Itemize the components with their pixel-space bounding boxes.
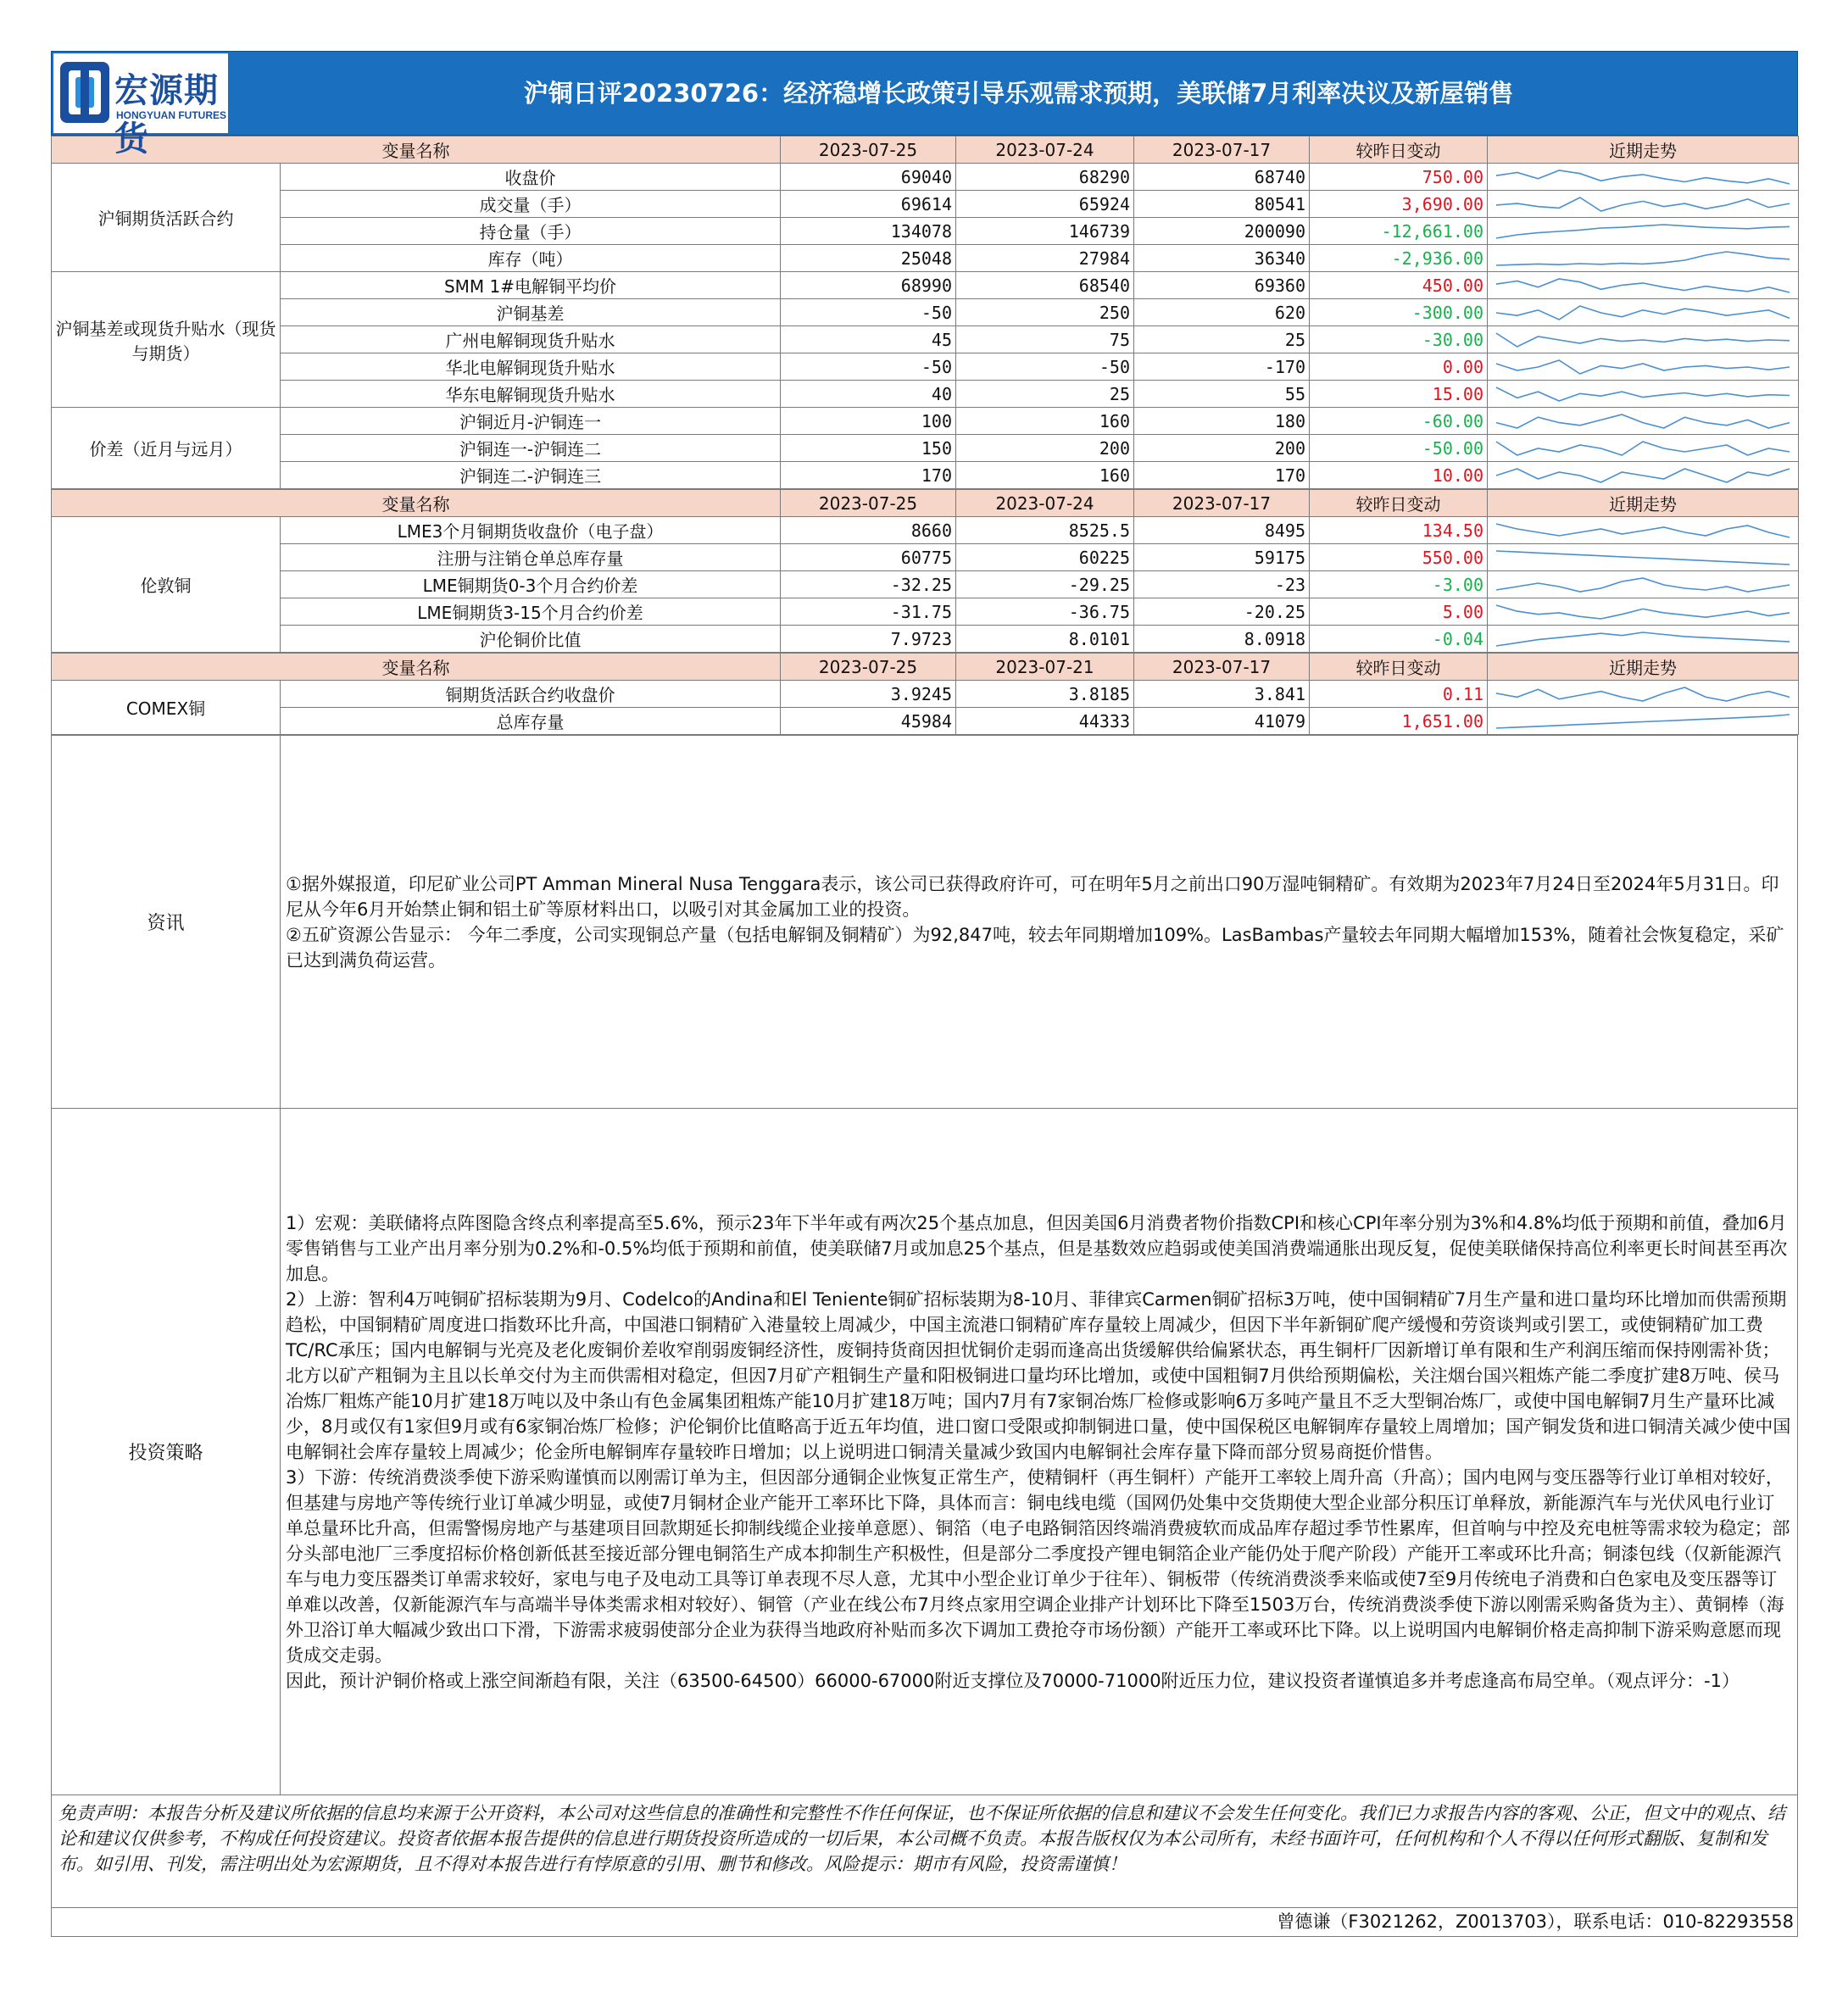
change-value: 1,651.00 (1310, 708, 1488, 735)
group-label: COMEX铜 (52, 681, 281, 735)
change-value: 550.00 (1310, 544, 1488, 571)
table-row (52, 544, 1799, 571)
change-value: -3.00 (1310, 571, 1488, 598)
change-value: 5.00 (1310, 598, 1488, 626)
value-date-2: -36.75 (956, 598, 1134, 626)
sparkline-path (1496, 279, 1790, 292)
sparkline-path (1496, 605, 1790, 619)
value-date-3: 25 (1134, 326, 1310, 353)
variable-name: 铜期货活跃合约收盘价 (281, 681, 781, 708)
trend-sparkline (1488, 272, 1799, 299)
variable-name: 沪铜连一-沪铜连二 (281, 435, 781, 462)
value-date-1: 7.9723 (781, 626, 956, 653)
value-date-1: 8660 (781, 517, 956, 544)
trend-sparkline (1488, 708, 1799, 735)
data-tables (51, 136, 1798, 735)
header-change: 较昨日变动 (1310, 490, 1488, 517)
table-row (52, 517, 1799, 544)
sparkline-path (1496, 360, 1790, 374)
value-date-3: 200090 (1134, 218, 1310, 245)
header-variable-name: 变量名称 (52, 654, 781, 681)
sparkline-path (1496, 551, 1790, 565)
disclaimer: 免责声明：本报告分析及建议所依据的信息均来源于公开资料，本公司对这些信息的准确性和完整性不作任何保证，也不保证所依据的信息和建议不会发生任何变化。我们已力求报告内容的客观、公正，但文中的观点、结论和建议仅供参考，不构成任何投资建议。投资者依据本报告提供的信息进行期货投资所造成的一切后果，本公司概不负责。本报告版权仅为本公司所有，未经书面许可，任何机构和个人不得以任何形式翻版、复制和发布。如引用、刊发，需注明出处为宏源期货，且不得对本报告进行有悖原意的引用、删节和修改。风险提示：期市有风险，投资需谨慎！ (51, 1795, 1798, 1908)
trend-sparkline (1488, 681, 1799, 708)
value-date-1: 170 (781, 462, 956, 489)
value-date-1: -31.75 (781, 598, 956, 626)
variable-name: SMM 1#电解铜平均价 (281, 272, 781, 299)
data-table-section (51, 136, 1799, 489)
value-date-3: 180 (1134, 408, 1310, 435)
value-date-2: 200 (956, 435, 1134, 462)
value-date-2: 250 (956, 299, 1134, 326)
sparkline-path (1496, 333, 1790, 347)
variable-name: 广州电解铜现货升贴水 (281, 326, 781, 353)
variable-name: LME3个月铜期货收盘价（电子盘） (281, 517, 781, 544)
change-value: -300.00 (1310, 299, 1488, 326)
variable-name: 持仓量（手） (281, 218, 781, 245)
trend-sparkline (1488, 462, 1799, 489)
change-value: 750.00 (1310, 164, 1488, 191)
header-date-3: 2023-07-17 (1134, 136, 1310, 164)
sparkline-path (1496, 198, 1790, 211)
header-date-3: 2023-07-17 (1134, 654, 1310, 681)
value-date-3: 41079 (1134, 708, 1310, 735)
strategy-label: 投资策略 (52, 1109, 281, 1795)
variable-name: 成交量（手） (281, 191, 781, 218)
sparkline-path (1496, 170, 1790, 184)
trend-sparkline (1488, 435, 1799, 462)
data-table-section (51, 489, 1799, 653)
change-value: -2,936.00 (1310, 245, 1488, 272)
change-value: 450.00 (1310, 272, 1488, 299)
header-date-2: 2023-07-21 (956, 654, 1134, 681)
variable-name: 沪铜近月-沪铜连一 (281, 408, 781, 435)
change-value: 0.11 (1310, 681, 1488, 708)
sparkline-path (1496, 415, 1790, 428)
logo-text: 宏源期货 (114, 71, 219, 159)
news-label: 资讯 (52, 736, 281, 1109)
table-row (52, 191, 1799, 218)
variable-name: 沪铜连二-沪铜连三 (281, 462, 781, 489)
sparkline-path (1496, 715, 1790, 728)
table-row (52, 164, 1799, 191)
table-row (52, 408, 1799, 435)
value-date-3: 59175 (1134, 544, 1310, 571)
value-date-1: 69614 (781, 191, 956, 218)
trend-sparkline (1488, 598, 1799, 626)
value-date-1: 3.9245 (781, 681, 956, 708)
header-trend: 近期走势 (1488, 654, 1799, 681)
group-label: 沪铜期货活跃合约 (52, 164, 281, 272)
report-title: 沪铜日评20230726：经济稳增长政策引导乐观需求预期，美联储7月利率决议及新屋销售 (523, 79, 1514, 108)
value-date-2: 8525.5 (956, 517, 1134, 544)
header-change: 较昨日变动 (1310, 654, 1488, 681)
header-date-2: 2023-07-24 (956, 136, 1134, 164)
value-date-1: 25048 (781, 245, 956, 272)
header-variable-name: 变量名称 (52, 490, 781, 517)
table-row (52, 462, 1799, 489)
change-value: -12,661.00 (1310, 218, 1488, 245)
value-date-1: 69040 (781, 164, 956, 191)
value-date-2: 3.8185 (956, 681, 1134, 708)
header-date-1: 2023-07-25 (781, 654, 956, 681)
variable-name: 沪伦铜价比值 (281, 626, 781, 653)
table-row (52, 245, 1799, 272)
variable-name: LME铜期货3-15个月合约价差 (281, 598, 781, 626)
sparkline-path (1496, 442, 1790, 455)
sparkline-path (1496, 632, 1790, 646)
value-date-2: 8.0101 (956, 626, 1134, 653)
table-row (52, 218, 1799, 245)
value-date-3: 200 (1134, 435, 1310, 462)
value-date-2: 68540 (956, 272, 1134, 299)
logo-mark-icon (60, 62, 109, 123)
sparkline-path (1496, 469, 1790, 482)
value-date-3: 170 (1134, 462, 1310, 489)
value-date-2: 60225 (956, 544, 1134, 571)
header-date-3: 2023-07-17 (1134, 490, 1310, 517)
value-date-1: 68990 (781, 272, 956, 299)
trend-sparkline (1488, 245, 1799, 272)
trend-sparkline (1488, 326, 1799, 353)
table-row (52, 708, 1799, 735)
report-sheet (51, 51, 1798, 1937)
table-row (52, 299, 1799, 326)
change-value: 0.00 (1310, 353, 1488, 381)
data-table-section (51, 653, 1799, 735)
news-text: ①据外媒报道，印尼矿业公司PT Amman Mineral Nusa Tenggara表示，该公司已获得政府许可，可在明年5月之前出口90万湿吨铜精矿。有效期为2023年7月24日至2024年5月31日。印尼从今年6月开始禁止铜和铝土矿等原材料出口，以吸引对其金属加工业的投资。 ②五矿资源公告显示： 今年二季度，公司实现铜总产量（包括电解铜及铜精矿）为92,847吨，较去年同期增加109%。LasBambas产量较去年同期大幅增加153%，随着社会恢复稳定，采矿已达到满负荷运营。 (281, 736, 1798, 1109)
table-row (52, 598, 1799, 626)
change-value: 134.50 (1310, 517, 1488, 544)
table-header-row (52, 136, 1799, 164)
value-date-2: 27984 (956, 245, 1134, 272)
value-date-1: 100 (781, 408, 956, 435)
variable-name: LME铜期货0-3个月合约价差 (281, 571, 781, 598)
sparkline-path (1496, 578, 1790, 592)
variable-name: 沪铜基差 (281, 299, 781, 326)
header-change: 较昨日变动 (1310, 136, 1488, 164)
trend-sparkline (1488, 218, 1799, 245)
trend-sparkline (1488, 517, 1799, 544)
sparkline-path (1496, 524, 1790, 537)
variable-name: 收盘价 (281, 164, 781, 191)
value-date-3: 80541 (1134, 191, 1310, 218)
table-row (52, 381, 1799, 408)
value-date-1: 150 (781, 435, 956, 462)
logo-subtext: HONGYUAN FUTURES (116, 109, 227, 121)
value-date-3: 68740 (1134, 164, 1310, 191)
change-value: -50.00 (1310, 435, 1488, 462)
table-row (52, 681, 1799, 708)
header-trend: 近期走势 (1488, 136, 1799, 164)
value-date-1: 134078 (781, 218, 956, 245)
value-date-1: -50 (781, 299, 956, 326)
header-date-1: 2023-07-25 (781, 136, 956, 164)
variable-name: 注册与注销仓单总库存量 (281, 544, 781, 571)
table-row (52, 626, 1799, 653)
value-date-2: -50 (956, 353, 1134, 381)
table-row (52, 435, 1799, 462)
header-trend: 近期走势 (1488, 490, 1799, 517)
variable-name: 库存（吨） (281, 245, 781, 272)
variable-name: 华东电解铜现货升贴水 (281, 381, 781, 408)
sparkline-path (1496, 387, 1790, 401)
change-value: 10.00 (1310, 462, 1488, 489)
change-value: 15.00 (1310, 381, 1488, 408)
analyst-contact: 曾德谦（F3021262，Z0013703），联系电话：010-82293558 (51, 1908, 1798, 1937)
value-date-1: -32.25 (781, 571, 956, 598)
sparkline-path (1496, 252, 1790, 265)
value-date-2: -29.25 (956, 571, 1134, 598)
trend-sparkline (1488, 571, 1799, 598)
table-header-row (52, 654, 1799, 681)
value-date-2: 75 (956, 326, 1134, 353)
trend-sparkline (1488, 408, 1799, 435)
table-row (52, 353, 1799, 381)
news-table (51, 735, 1798, 1795)
value-date-2: 68290 (956, 164, 1134, 191)
change-value: -60.00 (1310, 408, 1488, 435)
variable-name: 华北电解铜现货升贴水 (281, 353, 781, 381)
change-value: -30.00 (1310, 326, 1488, 353)
value-date-1: 40 (781, 381, 956, 408)
change-value: -0.04 (1310, 626, 1488, 653)
value-date-3: 620 (1134, 299, 1310, 326)
value-date-3: -170 (1134, 353, 1310, 381)
variable-name: 总库存量 (281, 708, 781, 735)
value-date-3: 69360 (1134, 272, 1310, 299)
group-label: 价差（近月与远月） (52, 408, 281, 489)
value-date-1: -50 (781, 353, 956, 381)
value-date-3: -20.25 (1134, 598, 1310, 626)
change-value: 3,690.00 (1310, 191, 1488, 218)
value-date-2: 146739 (956, 218, 1134, 245)
value-date-3: 8.0918 (1134, 626, 1310, 653)
value-date-1: 45 (781, 326, 956, 353)
sparkline-path (1496, 225, 1790, 238)
sparkline-path (1496, 687, 1790, 701)
value-date-3: 8495 (1134, 517, 1310, 544)
value-date-3: -23 (1134, 571, 1310, 598)
value-date-2: 160 (956, 462, 1134, 489)
sparkline-path (1496, 306, 1790, 320)
value-date-2: 65924 (956, 191, 1134, 218)
company-logo (53, 53, 228, 159)
value-date-3: 36340 (1134, 245, 1310, 272)
group-label: 伦敦铜 (52, 517, 281, 653)
value-date-1: 45984 (781, 708, 956, 735)
table-row (52, 571, 1799, 598)
header-date-2: 2023-07-24 (956, 490, 1134, 517)
trend-sparkline (1488, 544, 1799, 571)
trend-sparkline (1488, 626, 1799, 653)
header-date-1: 2023-07-25 (781, 490, 956, 517)
trend-sparkline (1488, 299, 1799, 326)
table-header-row (52, 490, 1799, 517)
value-date-2: 44333 (956, 708, 1134, 735)
strategy-text: 1）宏观：美联储将点阵图隐含终点利率提高至5.6%，预示23年下半年或有两次25个基点加息，但因美国6月消费者物价指数CPI和核心CPI年率分别为3%和4.8%均低于预期和前值，叠加6月零售销售与工业产出月率分别为0.2%和-0.5%均低于预期和前值，使美联储7月或加息25个基点，但是基数效应趋弱或使美国消费端通胀出现反复，促使美联储保持高位利率更长时间甚至再次加息。 2）上游：智利4万吨铜矿招标装期为9月、Codelco的Andina和El Teniente铜矿招标装期为8-10月、菲律宾Carmen铜矿招标3万吨，使中国铜精矿7月生产量和进口量均环比增加而供需预期趋松，中国铜精矿周度进口指数环比升高，中国港口铜精矿入港量较上周减少，中国主流港口铜精矿库存量较上周减少，但因下半年新铜矿爬产缓慢和劳资谈判或引罢工，或使铜精矿加工费TC/RC承压；国内电解铜与光亮及老化废铜价差收窄削弱废铜经济性，废铜持货商因担忧铜价走弱而逢高出货缓解供给偏紧状态，再生铜杆厂因新增订单有限和生产利润压缩而保持刚需补货；北方以矿产粗铜为主且以长单交付为主而供需相对稳定，但因7月矿产粗铜生产量和阳极铜进口量均环比增加，或使中国粗铜7月供给预期偏松，关注烟台国兴粗炼产能二季度扩建8万吨、侯马冶炼厂粗炼产能10月扩建18万吨以及中条山有色金属集团粗炼产能10月扩建18万吨；国内7月有7家铜冶炼厂检修或影响6万多吨产量且不乏大型铜冶炼厂，或使中国电解铜7月生产量环比减少，8月或仅有1家但9月或有6家铜冶炼厂检修；沪伦铜价比值略高于近五年均值，进口窗口受限或抑制铜进口量，使中国保税区电解铜库存量较上周增加；国产铜发货和进口铜清关减少使中国电解铜社会库存量较上周减少；伦金所电解铜库存量较昨日增加；以上说明进口铜清关量减少致国内电解铜社会库存量下降而部分贸易商挺价惜售。 3）下游：传统消费淡季使下游采购谨慎而以刚需订单为主，但因部分通铜企业恢复正常生产，使精铜杆（再生铜杆）产能开工率较上周升高（升高）；国内电网与变压器等行业订单相对较好，但基建与房地产等传统行业订单减少明显，或使7月铜材企业产能开工率环比下降，具体而言：铜电线电缆（国网仍处集中交货期使大型企业部分积压订单释放，新能源汽车与光伏风电行业订单总量环比升高，但需警惕房地产与基建项目回款期延长抑制线缆企业接单意愿）、铜箔（电子电路铜箔因终端消费疲软而成品库存超过季节性累库，但首响与中控及充电桩等需求较为稳定；部分头部电池厂三季度招标价格创新低甚至接近部分锂电铜箔生产成本抑制生产积极性，但是部分二季度投产锂电铜箔企业产能仍处于爬产阶段）产能开工率或环比升高；铜漆包线（仅新能源汽车与电力变压器类订单需求较好，家电与电子及电动工具等订单表现不尽人意，尤其中小型企业订单少于往年）、铜板带（传统消费淡季来临或使7至9月传统电子消费和白色家电及变压器等订单难以改善，仅新能源汽车与高端半导体类需求相对较好）、铜管（产业在线公布7月终点家用空调企业排产计划环比下降至1503万台，传统消费淡季使下游以刚需采购备货为主）、黄铜棒（海外卫浴订单大幅减少致出口下滑，下游需求疲弱使部分企业为获得当地政府补贴而多次下调加工费抢夺市场份额）产能开工率或环比下降。以上说明国内电解铜价格走高抑制下游采购意愿而现货成交走弱。 因此，预计沪铜价格或上涨空间渐趋有限，关注（63500-64500）66000-67000附近支撑位及70000-71000附近压力位，建议投资者谨慎追多并考虑逢高布局空单。（观点评分：-1） (281, 1109, 1798, 1795)
table-row (52, 272, 1799, 299)
value-date-3: 3.841 (1134, 681, 1310, 708)
group-label: 沪铜基差或现货升贴水（现货与期货） (52, 272, 281, 408)
value-date-1: 60775 (781, 544, 956, 571)
value-date-2: 25 (956, 381, 1134, 408)
trend-sparkline (1488, 353, 1799, 381)
trend-sparkline (1488, 164, 1799, 191)
trend-sparkline (1488, 191, 1799, 218)
value-date-2: 160 (956, 408, 1134, 435)
header-variable-name: 变量名称 (52, 136, 781, 164)
trend-sparkline (1488, 381, 1799, 408)
table-row (52, 326, 1799, 353)
value-date-3: 55 (1134, 381, 1310, 408)
